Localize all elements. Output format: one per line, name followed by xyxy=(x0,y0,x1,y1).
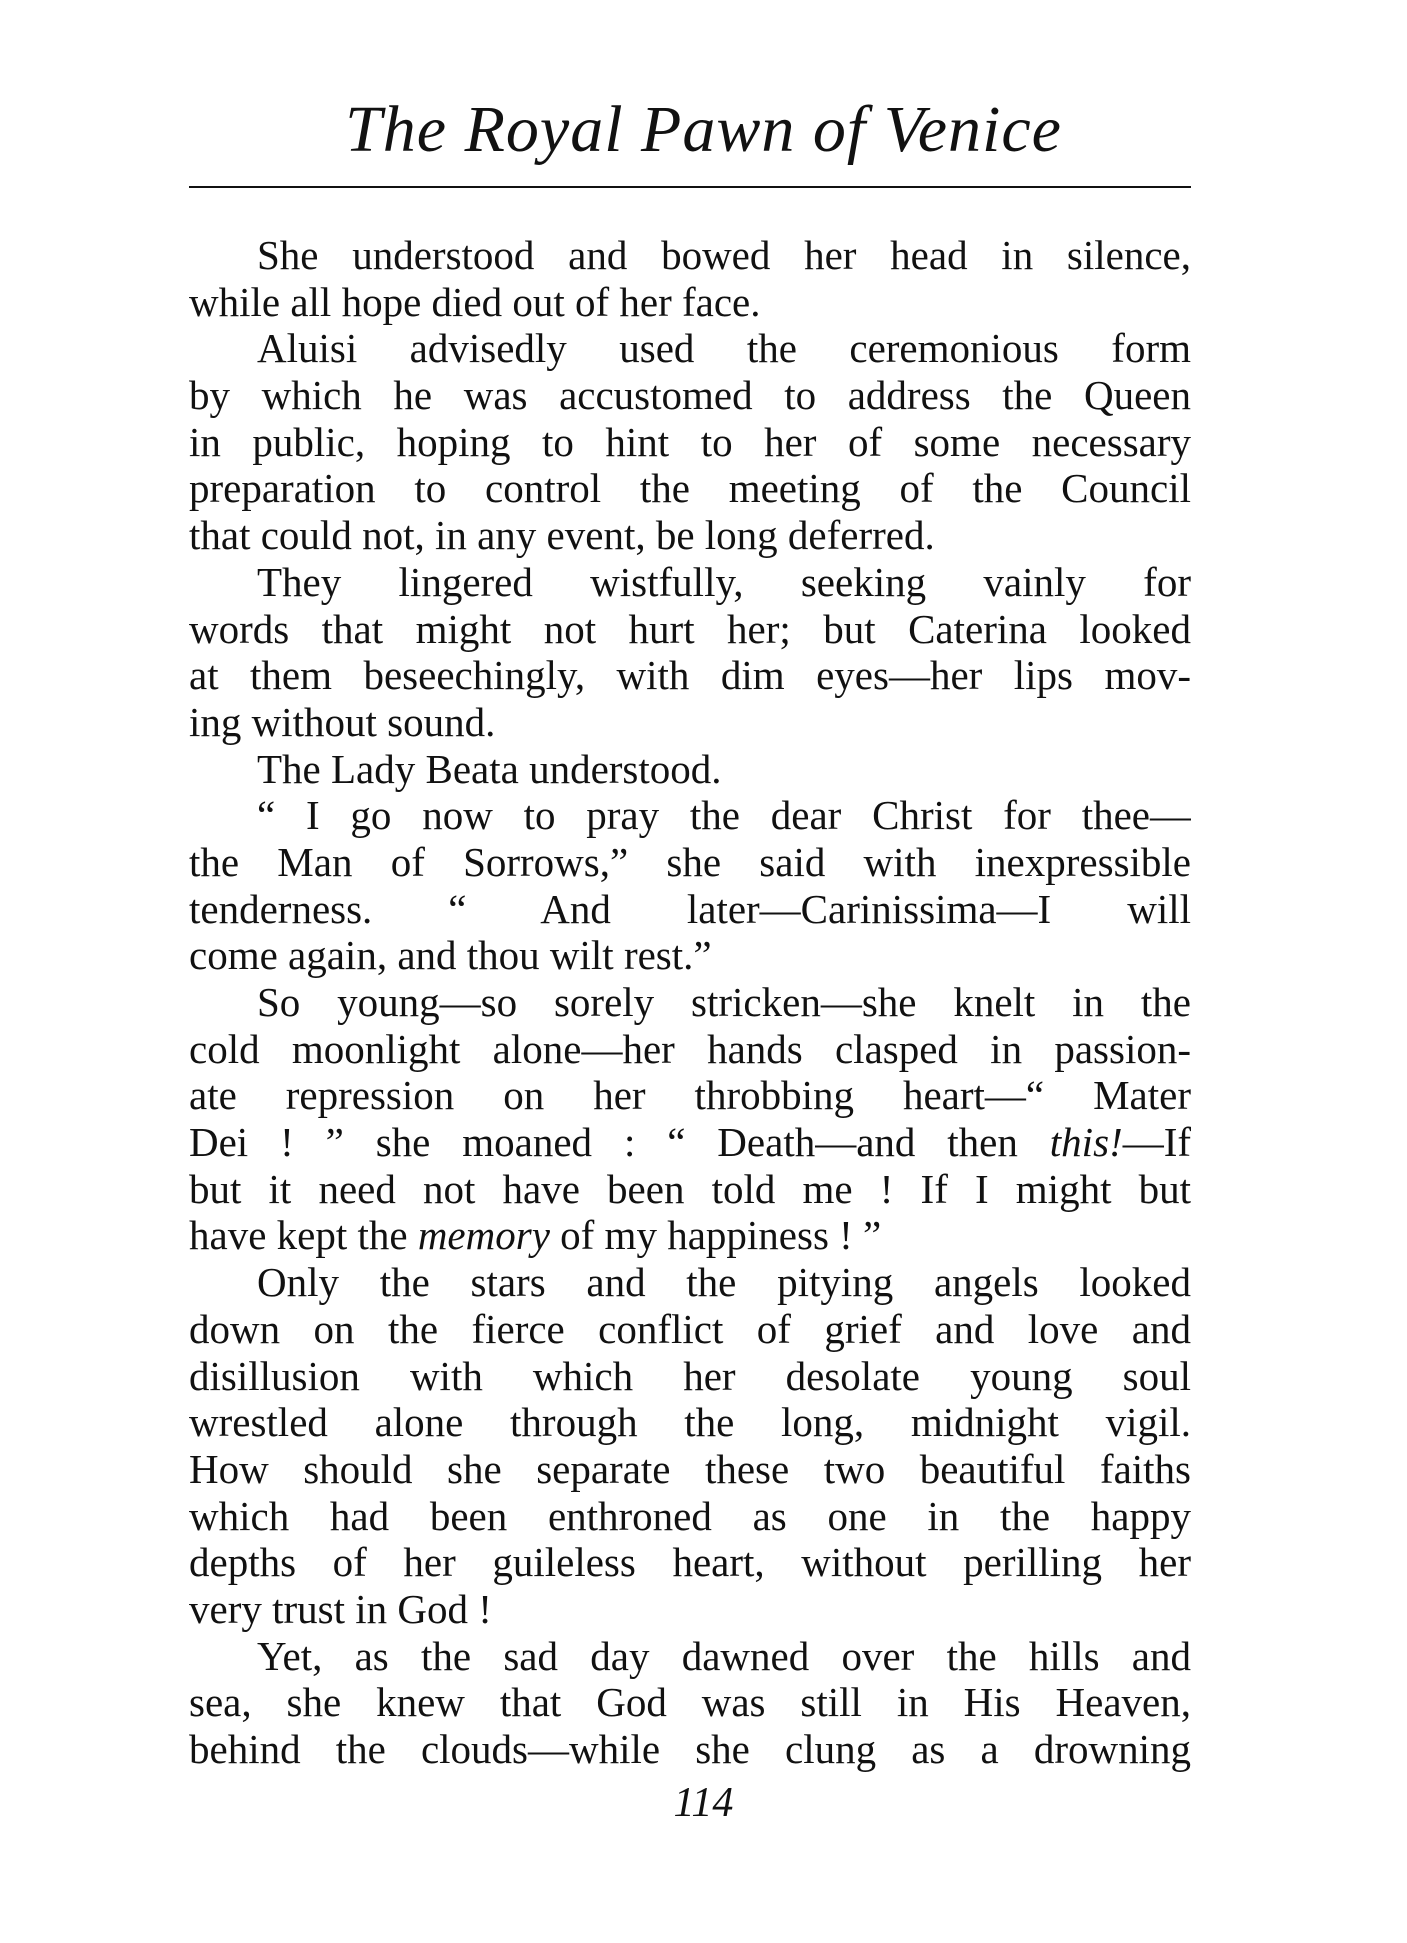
text-line: sea, she knew that God was still in His Heaven, xyxy=(189,1679,1191,1726)
italic-emphasis: memory xyxy=(417,1212,550,1259)
text-line: by which he was accustomed to address the Queen xyxy=(189,372,1191,419)
page-number: 114 xyxy=(673,1780,734,1826)
text-line: wrestled alone through the long, midnight vigil. xyxy=(189,1399,1191,1446)
paragraph xyxy=(189,232,1191,325)
text-line: She understood and bowed her head in silence, xyxy=(257,232,1191,278)
text-line: come again, and thou wilt rest.” xyxy=(189,932,712,979)
text-line: behind the clouds—while she clung as a drowning xyxy=(189,1726,1191,1772)
text-line: ing without sound. xyxy=(189,698,496,745)
text-line: preparation to control the meeting of the Council xyxy=(189,465,1191,512)
text-line: Aluisi advisedly used the ceremonious form xyxy=(257,325,1191,372)
text-line: cold moonlight alone—her hands clasped in passion- xyxy=(189,1025,1191,1072)
text-line: but it need not have been told me ! If I might but xyxy=(189,1165,1191,1212)
header-rule xyxy=(189,186,1191,188)
italic-emphasis: this! xyxy=(1049,1119,1123,1166)
text-line: that could not, in any event, be long deferred. xyxy=(189,512,935,559)
text-line: the Man of Sorrows,” she said with inexpressible xyxy=(189,838,1191,885)
paragraph xyxy=(189,746,1191,793)
text-line: disillusion with which her desolate young soul xyxy=(189,1352,1191,1399)
running-head-title: The Royal Pawn of Venice xyxy=(345,93,1062,166)
body-text xyxy=(189,232,1191,1773)
paragraph xyxy=(189,1633,1191,1773)
paragraph xyxy=(189,325,1191,558)
text-line: Yet, as the sad day dawned over the hills and xyxy=(257,1632,1191,1679)
text-line: while all hope died out of her face. xyxy=(189,278,761,325)
text-line: “ I go now to pray the dear Christ for thee— xyxy=(257,792,1191,839)
paragraph xyxy=(189,792,1191,979)
text-line: at them beseechingly, with dim eyes—her lips mov- xyxy=(189,652,1191,699)
text-line: very trust in God ! xyxy=(189,1585,492,1632)
text-line: tenderness. “ And later—Carinissima—I will xyxy=(189,885,1191,932)
text-line: words that might not hurt her; but Caterina looked xyxy=(189,605,1191,652)
text-line: How should she separate these two beautiful faiths xyxy=(189,1445,1191,1492)
text-line: in public, hoping to hint to her of some necessary xyxy=(189,418,1191,465)
paragraph xyxy=(189,979,1191,1259)
paragraph xyxy=(189,559,1191,746)
text-line: have kept the memory of my happiness ! ” xyxy=(189,1212,882,1259)
text-line: Only the stars and the pitying angels looked xyxy=(257,1259,1191,1306)
text-line: ate repression on her throbbing heart—“ Mater xyxy=(189,1072,1191,1119)
text-line: So young—so sorely stricken—she knelt in the xyxy=(257,979,1191,1025)
text-line: which had been enthroned as one in the happy xyxy=(189,1492,1191,1539)
text-line: depths of her guileless heart, without perilling her xyxy=(189,1539,1191,1586)
text-line: They lingered wistfully, seeking vainly for xyxy=(257,558,1191,605)
text-line: Dei ! ” she moaned : “ Death—and then this!—If xyxy=(189,1119,1191,1166)
text-line: The Lady Beata understood. xyxy=(257,745,722,792)
text-line: down on the fierce conflict of grief and love and xyxy=(189,1305,1191,1352)
paragraph xyxy=(189,1259,1191,1633)
